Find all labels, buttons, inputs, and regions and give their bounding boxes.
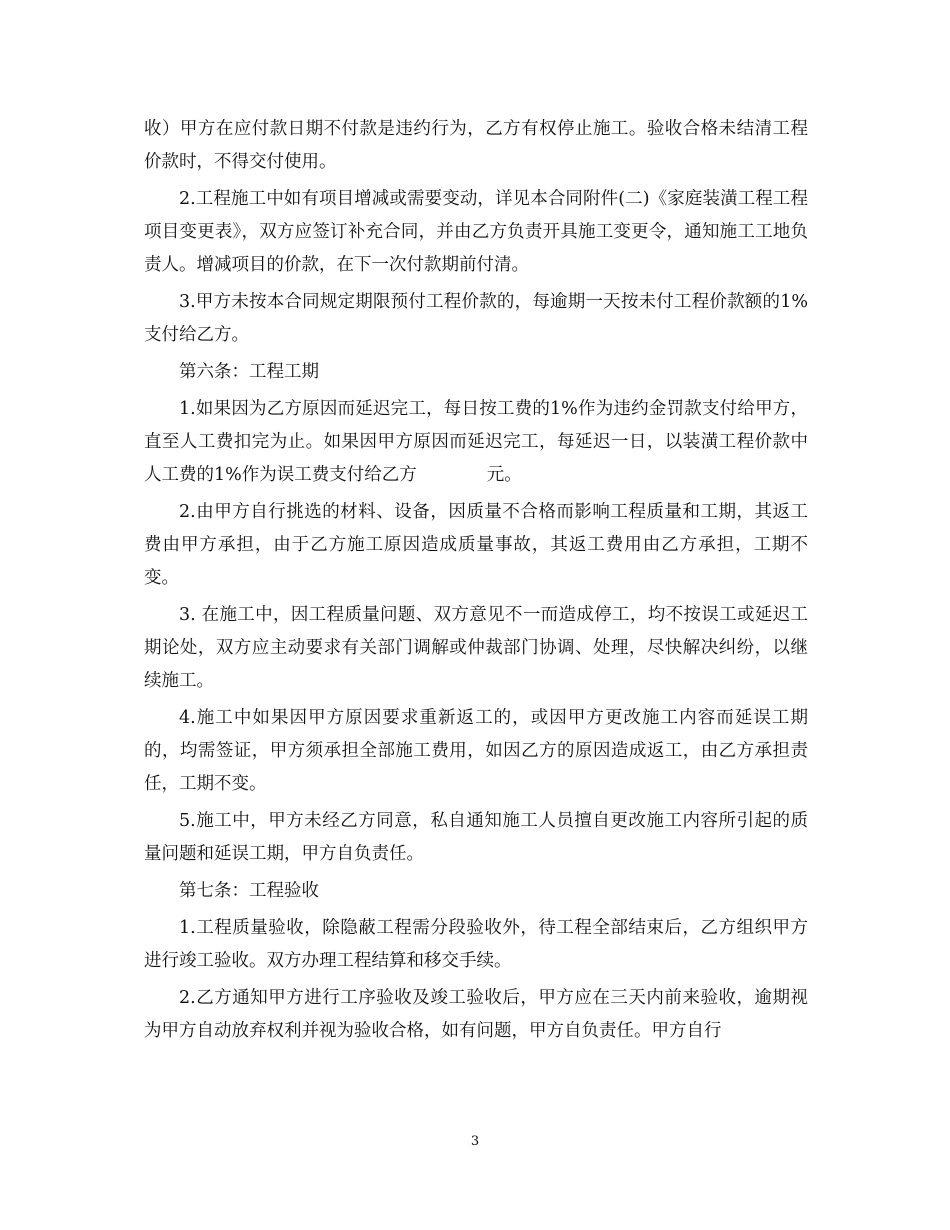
paragraph-article-6-item-1: 1.如果因为乙方原因而延迟完工，每日按工费的1%作为违约金罚款支付给甲方，直至人工费扣完为止。如果因甲方原因而延迟完工，每延迟一日，以装潢工程价款中人工费的1%作为误工费支付给乙方 元。 [144, 399, 808, 485]
paragraph-article-7-item-1: 1.工程质量验收，除隐蔽工程需分段验收外，待工程全部结束后，乙方组织甲方进行竣工验收。双方办理工程结算和移交手续。 [144, 918, 808, 971]
paragraph-item-2-changes: 2.工程施工中如有项目增减或需要变动，详见本合同附件(二)《家庭装潢工程工程项目变更表》，双方应签订补充合同，并由乙方负责开具施工变更令，通知施工工地负责人。增减项目的价款，在下一次付款期前付清。 [144, 189, 808, 275]
paragraph-article-6-item-4: 4.施工中如果因甲方原因要求重新返工的，或因甲方更改施工内容而延误工期的，均需签证，甲方须承担全部施工费用，如因乙方的原因造成返工，由乙方承担责任，工期不变。 [144, 708, 808, 794]
paragraph-item-3-late-payment: 3.甲方未按本合同规定期限预付工程价款的，每逾期一天按未付工程价款额的1%支付给乙方。 [144, 292, 808, 345]
paragraph-article-6-item-3: 3. 在施工中，因工程质量问题、双方意见不一而造成停工，均不按误工或延迟工期论处，双方应主动要求有关部门调解或仲裁部门协调、处理，尽快解决纠纷，以继续施工。 [144, 605, 808, 691]
page-number: 3 [470, 1134, 480, 1149]
document-body [144, 113, 808, 1052]
paragraph-continued-payment: 收）甲方在应付款日期不付款是违约行为，乙方有权停止施工。验收合格未结清工程价款时，不得交付使用。 [144, 119, 808, 172]
paragraph-article-6-item-5: 5.施工中，甲方未经乙方同意，私自通知施工人员擅自更改施工内容所引起的质量问题和延误工期，甲方自负责任。 [144, 811, 808, 864]
section-heading-article-7: 第七条：工程验收 [179, 881, 319, 901]
section-heading-article-6: 第六条：工程工期 [179, 362, 319, 382]
paragraph-article-6-item-2: 2.由甲方自行挑选的材料、设备，因质量不合格而影响工程质量和工期，其返工费由甲方承担，由于乙方施工原因造成质量事故，其返工费用由乙方承担，工期不变。 [144, 502, 808, 588]
paragraph-article-7-item-2: 2.乙方通知甲方进行工序验收及竣工验收后，甲方应在三天内前来验收，逾期视为甲方自动放弃权利并视为验收合格，如有问题，甲方自负责任。甲方自行 [144, 988, 808, 1041]
